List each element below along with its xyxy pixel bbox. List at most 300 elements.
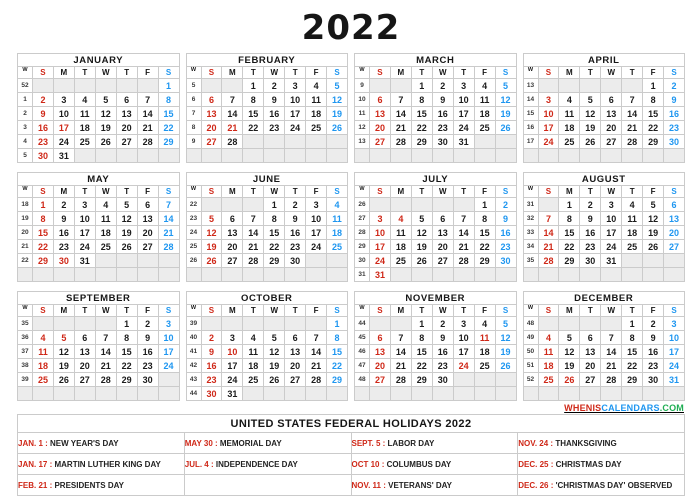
day-cell xyxy=(495,268,516,282)
holiday-entry xyxy=(518,433,685,454)
month-january xyxy=(17,53,180,163)
holiday-entry xyxy=(184,475,351,496)
day-cell: 24 xyxy=(222,373,243,387)
day-cell: 19 xyxy=(495,345,516,359)
month-title: JULY xyxy=(355,173,517,186)
day-header: F xyxy=(306,67,327,79)
day-cell xyxy=(74,149,95,163)
day-cell: 31 xyxy=(601,254,622,268)
week-number: 4 xyxy=(18,135,33,149)
day-cell: 21 xyxy=(538,240,559,254)
holiday-name: VETERANS' DAY xyxy=(388,480,452,490)
holiday-entry xyxy=(184,454,351,475)
day-cell xyxy=(327,387,348,401)
day-cell: 28 xyxy=(538,254,559,268)
day-cell: 14 xyxy=(622,107,643,121)
day-cell: 15 xyxy=(622,345,643,359)
holiday-date: OCT 10 : xyxy=(351,459,385,469)
day-cell: 23 xyxy=(643,359,664,373)
day-header: M xyxy=(559,305,580,317)
holiday-date: NOV. 11 : xyxy=(351,480,386,490)
week-number: 2 xyxy=(18,107,33,121)
day-cell: 9 xyxy=(285,212,306,226)
day-cell: 1 xyxy=(116,317,137,331)
week-number: 15 xyxy=(523,107,538,121)
day-cell xyxy=(559,268,580,282)
day-cell: 16 xyxy=(580,226,601,240)
month-title: OCTOBER xyxy=(186,292,348,305)
day-cell xyxy=(643,149,664,163)
day-cell: 5 xyxy=(643,198,664,212)
day-cell: 4 xyxy=(538,331,559,345)
day-cell: 2 xyxy=(264,79,285,93)
day-cell: 25 xyxy=(559,135,580,149)
day-cell: 3 xyxy=(222,331,243,345)
holiday-date: JAN. 1 : xyxy=(18,438,48,448)
day-cell: 24 xyxy=(664,359,685,373)
day-cell: 18 xyxy=(390,240,411,254)
day-header: F xyxy=(643,305,664,317)
day-header: F xyxy=(474,186,495,198)
day-cell: 8 xyxy=(158,93,179,107)
day-cell xyxy=(285,135,306,149)
day-cell: 13 xyxy=(137,212,158,226)
day-header: T xyxy=(116,305,137,317)
day-cell: 18 xyxy=(243,359,264,373)
day-cell: 10 xyxy=(285,93,306,107)
day-cell: 14 xyxy=(390,345,411,359)
day-cell: 5 xyxy=(95,93,116,107)
day-cell: 15 xyxy=(643,107,664,121)
day-cell: 31 xyxy=(453,135,474,149)
day-cell: 8 xyxy=(116,331,137,345)
day-cell: 21 xyxy=(390,121,411,135)
day-cell xyxy=(74,387,95,401)
day-cell: 30 xyxy=(285,254,306,268)
day-cell: 28 xyxy=(601,373,622,387)
day-header: M xyxy=(53,186,74,198)
day-cell: 19 xyxy=(264,359,285,373)
day-cell: 5 xyxy=(53,331,74,345)
day-cell xyxy=(474,373,495,387)
day-cell: 16 xyxy=(33,121,54,135)
day-cell xyxy=(201,79,222,93)
day-cell xyxy=(53,79,74,93)
day-cell: 30 xyxy=(643,373,664,387)
day-cell xyxy=(137,387,158,401)
day-cell xyxy=(432,149,453,163)
day-cell: 6 xyxy=(74,331,95,345)
day-header: S xyxy=(495,186,516,198)
day-cell xyxy=(390,79,411,93)
day-header: W xyxy=(355,67,370,79)
day-cell: 17 xyxy=(370,240,391,254)
day-cell: 5 xyxy=(495,317,516,331)
day-cell: 23 xyxy=(432,121,453,135)
month-title: AUGUST xyxy=(523,173,685,186)
day-cell: 29 xyxy=(643,135,664,149)
day-cell: 23 xyxy=(53,240,74,254)
day-cell: 27 xyxy=(74,373,95,387)
day-header: S xyxy=(495,305,516,317)
day-cell: 20 xyxy=(370,359,391,373)
day-cell: 9 xyxy=(495,212,516,226)
day-cell: 9 xyxy=(580,212,601,226)
week-number: 31 xyxy=(355,268,370,282)
day-cell xyxy=(264,387,285,401)
day-header: S xyxy=(664,305,685,317)
day-cell: 6 xyxy=(137,198,158,212)
day-cell: 27 xyxy=(580,373,601,387)
day-cell: 8 xyxy=(559,212,580,226)
day-cell: 13 xyxy=(580,345,601,359)
day-cell xyxy=(33,268,54,282)
day-header: T xyxy=(285,186,306,198)
day-header: S xyxy=(158,305,179,317)
day-cell: 15 xyxy=(116,345,137,359)
day-header: M xyxy=(390,186,411,198)
day-cell: 17 xyxy=(285,107,306,121)
month-august xyxy=(523,172,686,282)
day-cell: 22 xyxy=(33,240,54,254)
day-cell: 1 xyxy=(411,79,432,93)
day-cell: 2 xyxy=(137,317,158,331)
holiday-entry xyxy=(184,433,351,454)
day-cell xyxy=(411,268,432,282)
day-header: S xyxy=(538,186,559,198)
day-cell: 15 xyxy=(411,107,432,121)
day-header: T xyxy=(453,305,474,317)
day-cell xyxy=(327,149,348,163)
day-header: T xyxy=(74,67,95,79)
day-header: T xyxy=(622,67,643,79)
day-cell: 19 xyxy=(95,121,116,135)
week-number: 9 xyxy=(186,135,201,149)
year-title: 2022 xyxy=(301,8,401,48)
holiday-name: MEMORIAL DAY xyxy=(219,438,282,448)
day-cell xyxy=(95,149,116,163)
day-cell: 4 xyxy=(243,331,264,345)
day-cell xyxy=(243,135,264,149)
day-cell: 22 xyxy=(116,359,137,373)
week-number xyxy=(523,149,538,163)
day-cell xyxy=(622,387,643,401)
month-february xyxy=(186,53,349,163)
day-cell xyxy=(53,268,74,282)
day-cell: 29 xyxy=(411,135,432,149)
day-header: M xyxy=(222,67,243,79)
day-cell: 15 xyxy=(158,107,179,121)
day-cell: 14 xyxy=(538,226,559,240)
day-cell xyxy=(370,387,391,401)
day-cell xyxy=(495,149,516,163)
day-cell: 19 xyxy=(580,121,601,135)
week-number: 37 xyxy=(18,345,33,359)
day-cell: 7 xyxy=(601,331,622,345)
day-cell: 25 xyxy=(622,240,643,254)
day-cell: 25 xyxy=(306,121,327,135)
day-cell: 26 xyxy=(116,240,137,254)
day-cell: 26 xyxy=(643,240,664,254)
holiday-entry xyxy=(518,454,685,475)
day-cell: 8 xyxy=(474,212,495,226)
day-cell xyxy=(664,387,685,401)
day-cell xyxy=(222,198,243,212)
day-cell: 13 xyxy=(664,212,685,226)
holiday-name: INDEPENDENCE DAY xyxy=(215,459,298,469)
day-cell: 12 xyxy=(580,107,601,121)
week-number: 12 xyxy=(355,121,370,135)
week-number xyxy=(355,149,370,163)
day-cell: 17 xyxy=(601,226,622,240)
day-cell xyxy=(664,149,685,163)
day-cell: 1 xyxy=(643,79,664,93)
day-header: F xyxy=(474,67,495,79)
day-cell xyxy=(222,79,243,93)
day-cell: 24 xyxy=(285,121,306,135)
day-cell xyxy=(474,387,495,401)
day-cell: 14 xyxy=(95,345,116,359)
day-header: S xyxy=(158,67,179,79)
day-header: W xyxy=(523,67,538,79)
day-cell xyxy=(538,79,559,93)
day-cell: 11 xyxy=(33,345,54,359)
holiday-name: THANKSGIVING xyxy=(555,438,617,448)
day-cell: 10 xyxy=(453,331,474,345)
day-cell: 2 xyxy=(201,331,222,345)
holiday-entry xyxy=(18,475,185,496)
day-cell xyxy=(601,387,622,401)
week-number: 33 xyxy=(523,226,538,240)
holiday-entry xyxy=(351,433,518,454)
day-cell: 21 xyxy=(453,240,474,254)
day-cell: 21 xyxy=(222,121,243,135)
day-cell: 15 xyxy=(264,226,285,240)
day-cell: 28 xyxy=(453,254,474,268)
day-header: T xyxy=(243,305,264,317)
week-number xyxy=(186,268,201,282)
day-cell xyxy=(116,268,137,282)
day-cell xyxy=(559,317,580,331)
day-cell xyxy=(285,149,306,163)
day-cell: 18 xyxy=(474,345,495,359)
day-cell: 1 xyxy=(327,317,348,331)
month-june xyxy=(186,172,349,282)
day-header: F xyxy=(306,305,327,317)
day-cell: 27 xyxy=(285,373,306,387)
day-cell: 10 xyxy=(453,93,474,107)
day-cell: 11 xyxy=(74,107,95,121)
day-header: M xyxy=(390,305,411,317)
day-cell: 17 xyxy=(538,121,559,135)
day-cell: 29 xyxy=(622,373,643,387)
day-cell: 16 xyxy=(285,226,306,240)
day-cell: 31 xyxy=(53,149,74,163)
day-cell xyxy=(601,317,622,331)
day-cell xyxy=(453,149,474,163)
day-cell: 4 xyxy=(559,93,580,107)
month-title: FEBRUARY xyxy=(186,54,348,67)
day-cell: 18 xyxy=(33,359,54,373)
day-header: F xyxy=(137,186,158,198)
day-cell: 11 xyxy=(306,93,327,107)
day-cell: 28 xyxy=(137,135,158,149)
day-cell xyxy=(264,317,285,331)
day-cell xyxy=(158,387,179,401)
day-cell: 16 xyxy=(495,226,516,240)
day-cell: 18 xyxy=(327,226,348,240)
day-cell: 7 xyxy=(95,331,116,345)
week-number: 29 xyxy=(355,240,370,254)
day-cell: 12 xyxy=(411,226,432,240)
day-cell xyxy=(264,149,285,163)
day-cell: 18 xyxy=(538,359,559,373)
holiday-date: DEC. 25 : xyxy=(518,459,554,469)
week-number: 21 xyxy=(18,240,33,254)
day-cell: 28 xyxy=(390,373,411,387)
week-number xyxy=(523,387,538,401)
day-cell: 27 xyxy=(432,254,453,268)
day-cell: 23 xyxy=(580,240,601,254)
day-cell xyxy=(137,268,158,282)
day-cell: 9 xyxy=(137,331,158,345)
day-cell xyxy=(33,317,54,331)
week-number: 22 xyxy=(186,198,201,212)
day-cell: 6 xyxy=(116,93,137,107)
day-cell: 11 xyxy=(474,93,495,107)
week-number: 48 xyxy=(355,373,370,387)
day-cell: 4 xyxy=(474,317,495,331)
day-cell: 21 xyxy=(158,226,179,240)
day-cell: 22 xyxy=(264,240,285,254)
holiday-entry xyxy=(518,475,685,496)
day-cell: 26 xyxy=(201,254,222,268)
day-cell: 11 xyxy=(390,226,411,240)
day-cell xyxy=(158,373,179,387)
day-cell xyxy=(95,254,116,268)
day-cell: 7 xyxy=(222,93,243,107)
day-cell: 31 xyxy=(74,254,95,268)
week-number: 39 xyxy=(18,373,33,387)
day-cell: 24 xyxy=(306,240,327,254)
day-cell xyxy=(116,79,137,93)
day-cell: 5 xyxy=(411,212,432,226)
watermark-link[interactable] xyxy=(17,403,684,413)
day-header: W xyxy=(264,305,285,317)
day-cell: 12 xyxy=(116,212,137,226)
holiday-date: JUL. 4 : xyxy=(184,459,214,469)
day-cell: 19 xyxy=(327,107,348,121)
day-cell: 29 xyxy=(559,254,580,268)
day-cell: 6 xyxy=(285,331,306,345)
day-cell: 16 xyxy=(53,226,74,240)
day-cell: 1 xyxy=(474,198,495,212)
day-cell: 23 xyxy=(137,359,158,373)
holiday-date: NOV. 24 : xyxy=(518,438,554,448)
day-cell: 20 xyxy=(664,226,685,240)
day-cell: 2 xyxy=(53,198,74,212)
month-title: DECEMBER xyxy=(523,292,685,305)
day-cell: 28 xyxy=(306,373,327,387)
week-number xyxy=(186,149,201,163)
day-cell: 20 xyxy=(370,121,391,135)
day-cell: 1 xyxy=(622,317,643,331)
month-march xyxy=(354,53,517,163)
day-cell: 11 xyxy=(327,212,348,226)
day-cell: 12 xyxy=(327,93,348,107)
day-cell: 17 xyxy=(222,359,243,373)
day-cell xyxy=(285,317,306,331)
day-cell: 4 xyxy=(622,198,643,212)
day-cell: 15 xyxy=(243,107,264,121)
day-cell: 17 xyxy=(664,345,685,359)
day-cell: 27 xyxy=(222,254,243,268)
day-cell: 21 xyxy=(95,359,116,373)
day-cell xyxy=(432,387,453,401)
day-cell: 20 xyxy=(580,359,601,373)
day-cell: 30 xyxy=(432,135,453,149)
day-cell: 4 xyxy=(390,212,411,226)
day-header: T xyxy=(453,186,474,198)
day-cell: 1 xyxy=(264,198,285,212)
day-cell: 17 xyxy=(453,345,474,359)
week-number: 41 xyxy=(186,345,201,359)
day-header: S xyxy=(370,305,391,317)
day-cell: 7 xyxy=(622,93,643,107)
day-cell: 10 xyxy=(370,226,391,240)
day-cell: 30 xyxy=(432,373,453,387)
day-cell: 7 xyxy=(306,331,327,345)
week-number: 16 xyxy=(523,121,538,135)
day-cell: 20 xyxy=(222,240,243,254)
day-cell: 3 xyxy=(453,317,474,331)
day-cell xyxy=(306,149,327,163)
day-cell xyxy=(538,317,559,331)
day-cell: 2 xyxy=(580,198,601,212)
day-cell: 15 xyxy=(327,345,348,359)
day-cell: 29 xyxy=(411,373,432,387)
day-cell xyxy=(474,149,495,163)
day-cell xyxy=(222,149,243,163)
day-cell: 30 xyxy=(580,254,601,268)
day-header: F xyxy=(137,67,158,79)
day-header: M xyxy=(222,186,243,198)
day-cell: 19 xyxy=(116,226,137,240)
day-cell xyxy=(370,79,391,93)
day-cell: 4 xyxy=(474,79,495,93)
day-cell: 16 xyxy=(664,107,685,121)
day-cell: 8 xyxy=(411,93,432,107)
day-cell: 9 xyxy=(264,93,285,107)
day-cell: 14 xyxy=(390,107,411,121)
week-number: 52 xyxy=(18,79,33,93)
day-cell: 5 xyxy=(116,198,137,212)
week-number: 36 xyxy=(18,331,33,345)
month-september xyxy=(17,291,180,401)
day-cell: 23 xyxy=(201,373,222,387)
day-header: W xyxy=(95,67,116,79)
day-header: W xyxy=(18,186,33,198)
week-number: 26 xyxy=(186,254,201,268)
day-cell: 16 xyxy=(264,107,285,121)
day-cell: 9 xyxy=(432,331,453,345)
holiday-date: DEC. 26 : xyxy=(518,480,554,490)
week-number xyxy=(18,268,33,282)
day-cell xyxy=(306,268,327,282)
week-number: 8 xyxy=(186,121,201,135)
week-number: 23 xyxy=(186,212,201,226)
week-number: 38 xyxy=(18,359,33,373)
